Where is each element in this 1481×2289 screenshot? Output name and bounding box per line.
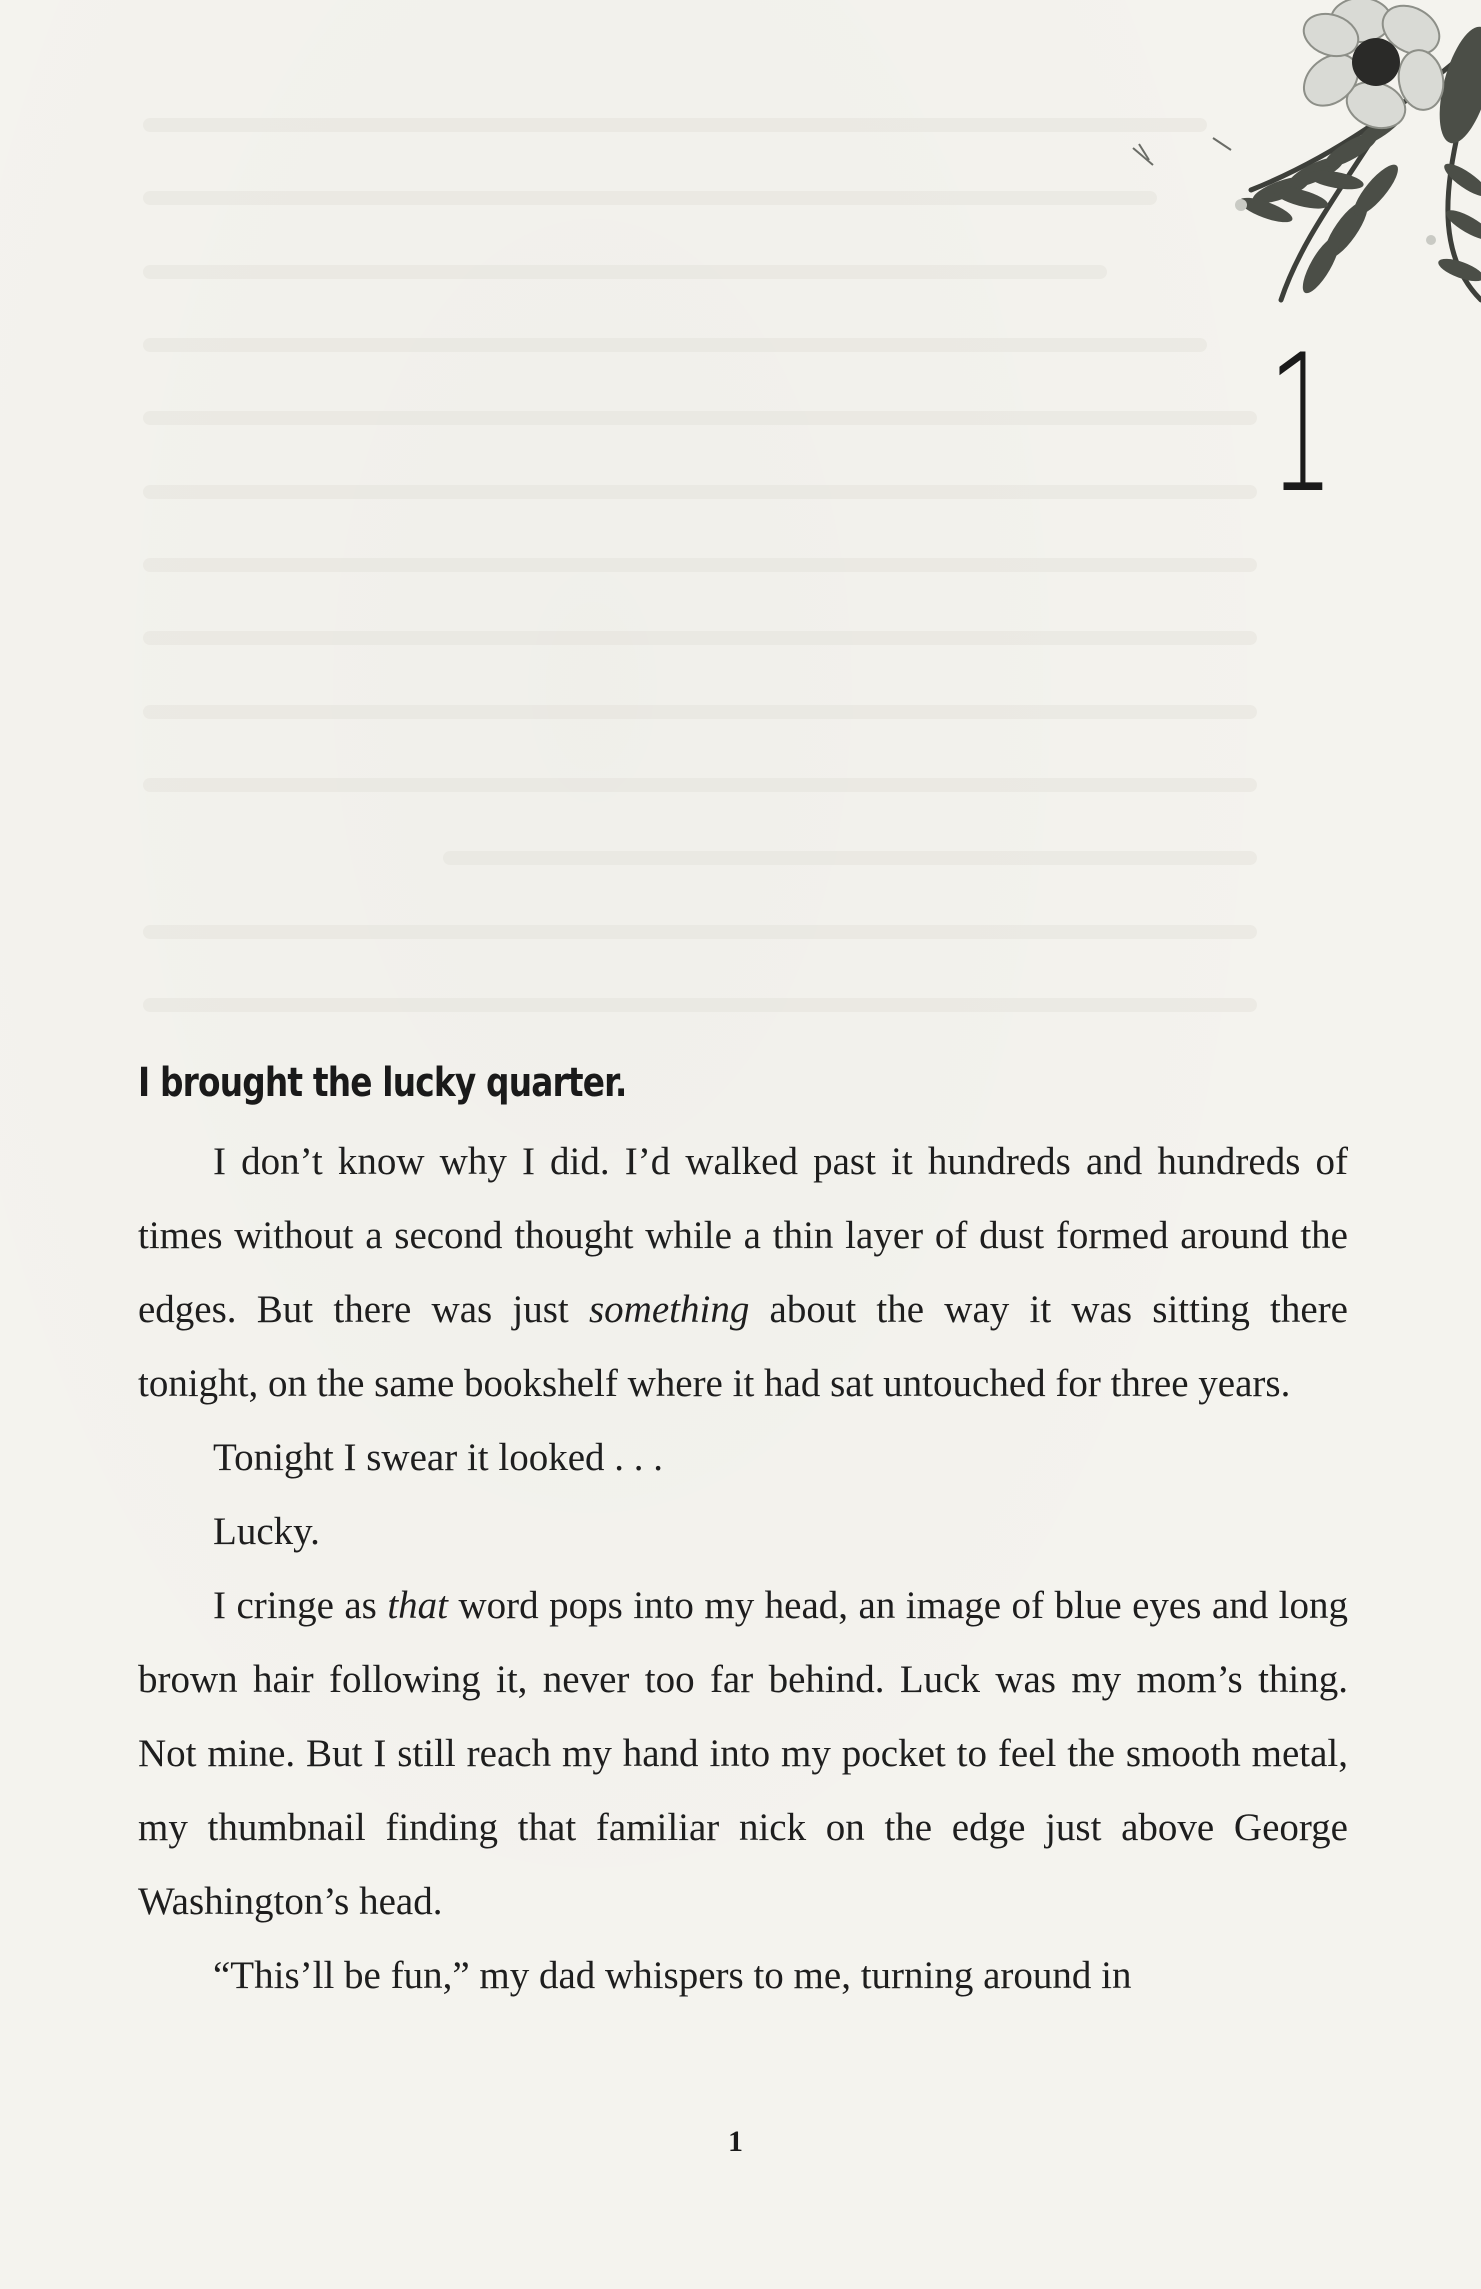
paragraph: I cringe as that word pops into my head, an image of blue eyes and long brown hair following it, never too far behind. Luck was my mom’s thing. Not mine. But I still reach my hand into my pocket to feel the smooth metal, my thumbnail finding that familiar nick on the edge just above George Washington’s head.: [138, 1584, 1348, 1923]
paragraph: Lucky.: [213, 1510, 320, 1553]
paragraph: “This’ll be fun,” my dad whispers to me, turning around in: [213, 1954, 1132, 1997]
flower-icon: [1294, 0, 1448, 136]
opening-line: I brought the lucky quarter.: [138, 1060, 627, 1106]
floral-corner-illustration: [921, 0, 1481, 360]
body-text: [138, 1125, 1348, 2013]
chapter-number: 1: [1268, 314, 1335, 535]
paragraph: Tonight I swear it looked . . .: [213, 1436, 664, 1479]
paragraph: I don’t know why I did. I’d walked past it hundreds and hundreds of times without a second thought while a thin layer of dust formed around the edges. But there was just something about the way it was sitting there tonight, on the same bookshelf where it had sat untouched for three years.: [138, 1140, 1348, 1405]
page-number: 1: [728, 2125, 743, 2158]
